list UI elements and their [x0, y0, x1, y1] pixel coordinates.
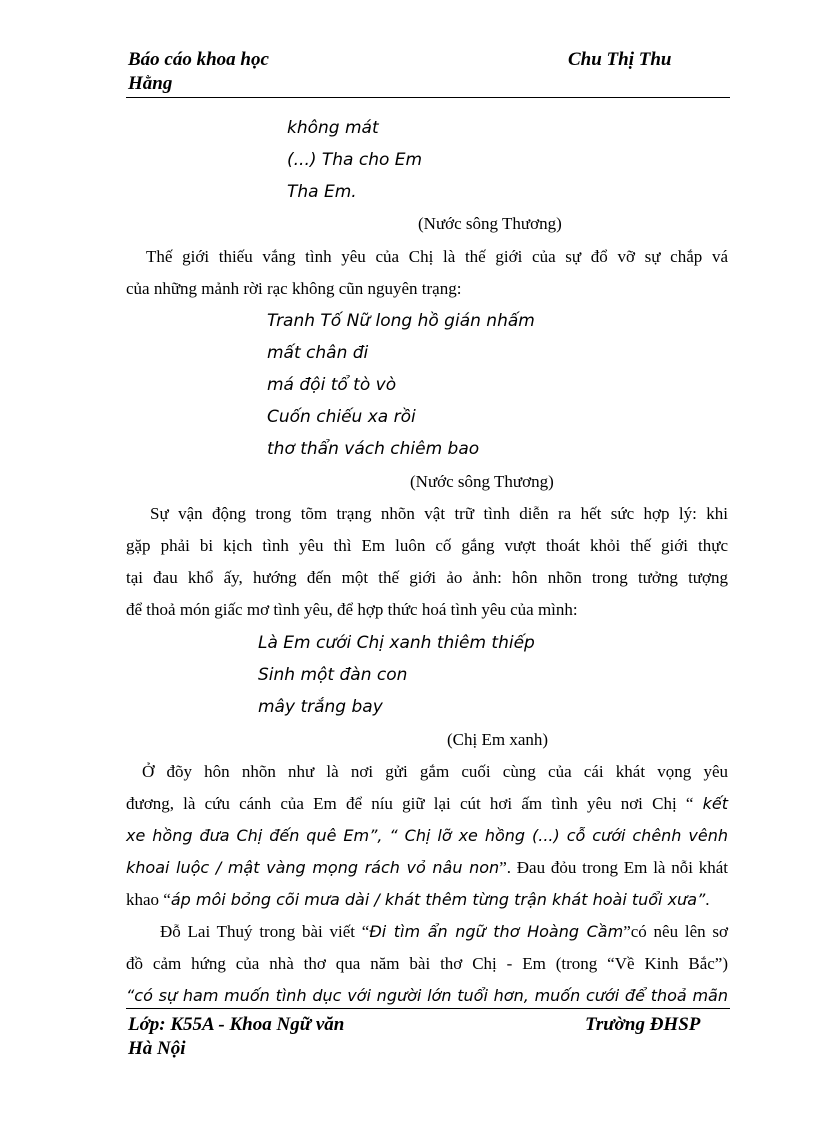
verse-line: Là Em cưới Chị xanh thiêm thiếp — [258, 633, 535, 653]
text-run: ”. Đau đỏu trong Em là nỗi khát — [499, 858, 729, 877]
paragraph-line — [126, 884, 728, 916]
header-left — [128, 48, 269, 96]
paragraph-line: Thế giới thiếu vắng tình yêu của Chị là thế giới của sự đổ vỡ sự chắp vá — [146, 247, 728, 266]
footer-left — [128, 1013, 344, 1061]
verse-line: Tranh Tố Nữ long hồ gián nhấm — [267, 311, 535, 331]
footer-school: Trường ĐHSP — [585, 1014, 701, 1035]
paragraph-line — [126, 852, 728, 884]
paragraph-line — [126, 916, 728, 948]
text-run: đương, là cứu cánh của Em để níu giữ lại cút hơi ấm tình yêu nơi Chị “ — [126, 794, 694, 813]
footer-class: Lớp: K55A - Khoa Ngữ văn — [128, 1014, 345, 1035]
paragraph-line: Sự vận động trong tõm trạng nhõn vật trữ tình diễn ra hết sức hợp lý: khi — [150, 504, 728, 523]
text-run: Đỗ Lai Thuý trong bài viết “ — [160, 922, 370, 941]
quote-run: kết — [702, 794, 729, 813]
source-citation-1: (Nước sông Thương) — [418, 214, 562, 233]
header-rule — [126, 97, 730, 98]
paragraph-line: tại đau khổ ấy, hướng đến một thế giới ảo ảnh: hôn nhõn trong tưởng tượng — [126, 568, 728, 587]
paragraph-line — [126, 820, 728, 852]
paragraph-1 — [126, 241, 728, 305]
text-run: khao “ — [126, 890, 171, 909]
verse-block-1 — [287, 112, 422, 208]
header-name-cont: Hằng — [128, 73, 173, 94]
paragraph-4 — [126, 916, 728, 1012]
text-run: ”có nêu lên sơ — [623, 922, 729, 941]
paragraph-line — [126, 788, 728, 820]
quote-run: xe hồng đưa Chị đến quê Em”, “ Chị lỡ xe hồng (...) cỗ cưới chênh vênh — [126, 826, 728, 845]
paragraph-3 — [126, 756, 728, 916]
header-report-title: Báo cáo khoa học — [128, 49, 269, 70]
verse-line: Sinh một đàn con — [258, 665, 408, 685]
verse-line: Tha Em. — [287, 182, 357, 202]
source-citation-2: (Nước sông Thương) — [410, 472, 554, 491]
quote-run: áp môi bỏng cõi mưa dài / khát thêm từng trận khát hoài tuổi xưa” — [170, 890, 706, 909]
footer-city: Hà Nội — [128, 1038, 186, 1059]
verse-line: (...) Tha cho Em — [287, 150, 423, 170]
paragraph-line: Ở đõy hôn nhõn như là nơi gửi gắm cuối cùng của cái khát vọng yêu — [142, 762, 728, 781]
paragraph-line: của những mảnh rời rạc không cũn nguyên trạng: — [126, 279, 462, 298]
verse-line: mây trắng bay — [258, 697, 383, 717]
title-run: Đi tìm ẩn ngữ thơ Hoàng Cầm — [369, 922, 624, 941]
text-run: . — [705, 890, 710, 909]
paragraph-2 — [126, 498, 728, 626]
verse-line: mất chân đi — [267, 343, 369, 363]
paragraph-line: để thoả món giấc mơ tình yêu, để hợp thức hoá tình yêu của mình: — [126, 600, 578, 619]
verse-block-2 — [267, 305, 535, 465]
verse-block-3 — [258, 627, 535, 723]
header-author: Chu Thị Thu — [568, 49, 672, 70]
verse-line: không mát — [287, 118, 379, 138]
quote-run: “có sự ham muốn tình dục với người lớn tuổi hơn, muốn cưới để thoả mãn — [126, 986, 728, 1005]
source-citation-3: (Chị Em xanh) — [447, 730, 549, 749]
quote-run: khoai luộc / mật vàng mọng rách vỏ nâu non — [126, 858, 500, 877]
footer-rule — [126, 1008, 730, 1009]
verse-line: thơ thẩn vách chiêm bao — [267, 439, 480, 459]
verse-line: má đội tổ tò vò — [267, 375, 397, 395]
paragraph-line: gặp phải bi kịch tình yêu thì Em luôn cố gắng vượt thoát khỏi thế giới thực — [126, 536, 728, 555]
paragraph-line: đồ cảm hứng của nhà thơ qua năm bài thơ Chị - Em (trong “Về Kinh Bắc”) — [126, 954, 728, 973]
verse-line: Cuốn chiếu xa rồi — [267, 407, 416, 427]
